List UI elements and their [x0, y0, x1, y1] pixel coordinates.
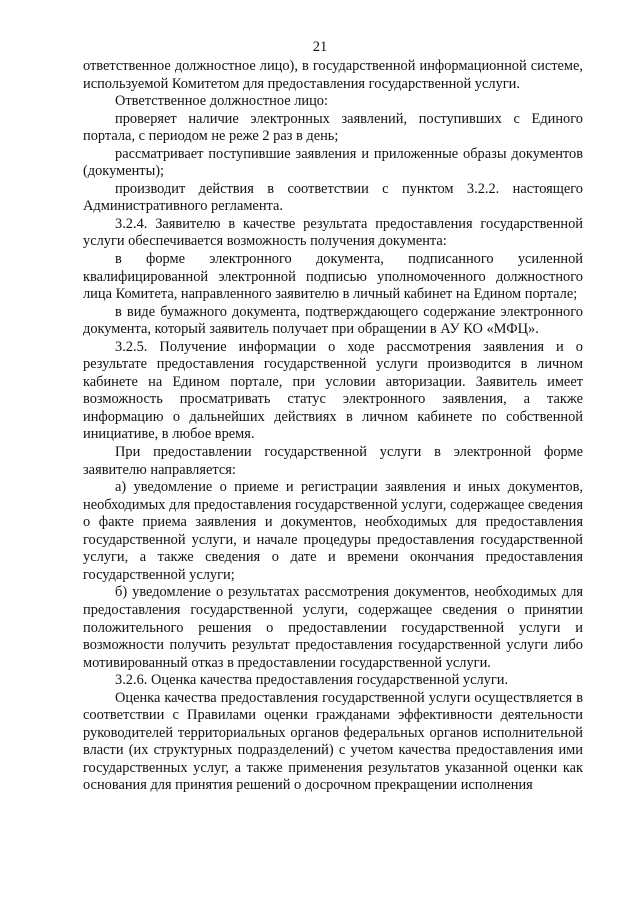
paragraph: б) уведомление о результатах рассмотрения документов, необходимых для предоставления государственной услуги, содержащее сведения о принятии положительного решения о предоставлении государственной услуги и возможности получить результат предоставления государственной услуги либо мотивированный отказ в предоставлении государственной услуги. [83, 584, 583, 671]
paragraph: в виде бумажного документа, подтверждающего содержание электронного документа, который заявитель получает при обращении в АУ КО «МФЦ». [83, 303, 583, 338]
paragraph: Оценка качества предоставления государственной услуги осуществляется в соответствии с Правилами оценки гражданами эффективности деятельности руководителей территориальных органов федеральных органов исполнительной власти (их структурных подразделений) с учетом качества предоставления ими государственных услуг, а также применения результатов указанной оценки как основания для принятия решений о досрочном прекращении исполнения [83, 689, 583, 794]
paragraph: в форме электронного документа, подписанного усиленной квалифицированной электронной подписью уполномоченного должностного лица Комитета, направленного заявителю в личный кабинет на Едином портале; [83, 251, 583, 303]
paragraph: производит действия в соответствии с пунктом 3.2.2. настоящего Административного регламента. [83, 180, 583, 215]
paragraph: рассматривает поступившие заявления и приложенные образы документов (документы); [83, 145, 583, 180]
paragraph: а) уведомление о приеме и регистрации заявления и иных документов, необходимых для предоставления государственной услуги, содержащее сведения о факте приема заявления и документов, необходимых для предоставления государственной услуги, и начале процедуры предоставления государственной услуги, а также сведения о дате и времени окончания предоставления государственной услуги; [83, 479, 583, 583]
paragraph: проверяет наличие электронных заявлений, поступивших с Единого портала, с периодом не реже 2 раз в день; [83, 110, 583, 145]
paragraph: 3.2.5. Получение информации о ходе рассмотрения заявления и о результате предоставления государственной услуги производится в личном кабинете на Едином портале, при условии авторизации. Заявитель имеет возможность просматривать статус электронного заявления, а также информацию о дальнейших действиях в личном кабинете по собственной инициативе, в любое время. [83, 338, 583, 443]
document-body [83, 58, 583, 795]
paragraph: 3.2.6. Оценка качества предоставления государственной услуги. [115, 672, 509, 689]
paragraph: При предоставлении государственной услуги в электронной форме заявителю направляется: [83, 444, 583, 478]
paragraph: 3.2.4. Заявителю в качестве результата предоставления государственной услуги обеспечивается возможность получения документа: [83, 215, 583, 250]
paragraph: ответственное должностное лицо), в государственной информационной системе, используемой Комитетом для предоставления государственной услуги. [83, 58, 583, 92]
paragraph: Ответственное должностное лицо: [115, 93, 328, 110]
page-number: 21 [312, 39, 328, 55]
